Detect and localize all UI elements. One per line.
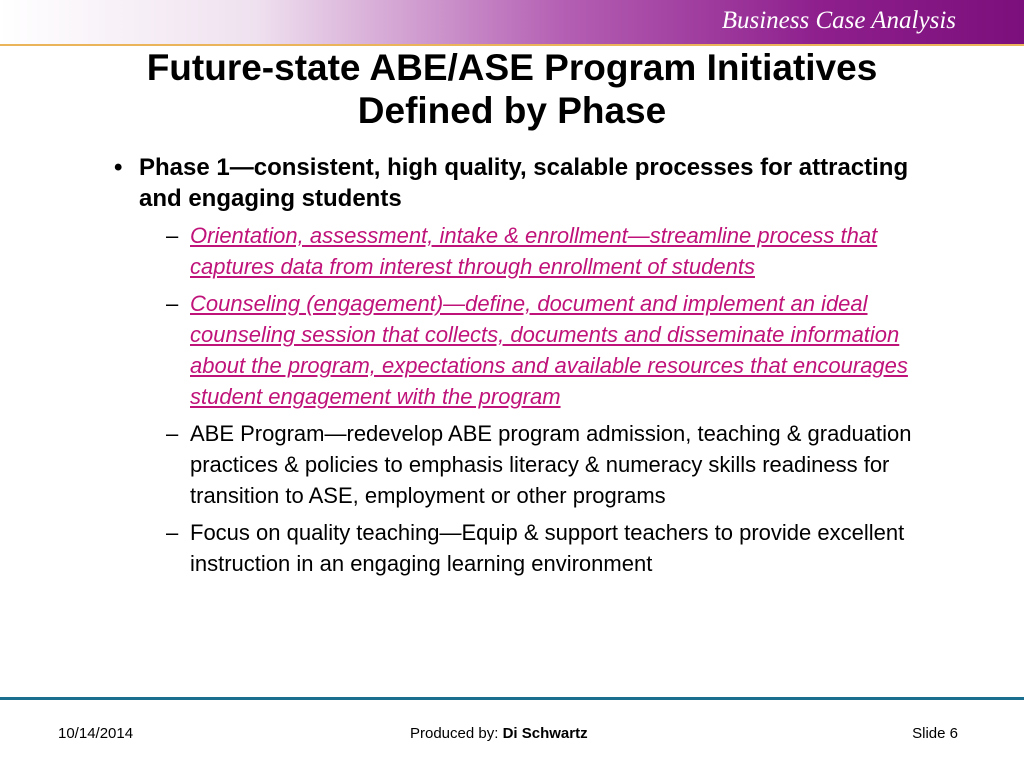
- bullet-icon: •: [114, 154, 123, 181]
- abe-program-text: ABE Program—redevelop ABE program admission, teaching & graduation practices & policies to emphasis literacy & numeracy skills readiness for transition to ASE, employment or other programs: [190, 421, 912, 508]
- dash-icon: –: [166, 421, 179, 446]
- sub-bullet-abe-program: [112, 418, 952, 511]
- orientation-link[interactable]: Orientation, assessment, intake & enrollment—streamline process that captures data from interest through enrollment of students: [190, 223, 878, 279]
- footer-divider: [0, 697, 1024, 700]
- slide-title-line2: Defined by Phase: [357, 90, 667, 131]
- produced-by-label: Produced by:: [410, 725, 503, 742]
- dash-icon: –: [166, 223, 179, 248]
- phase-text: Phase 1—consistent, high quality, scalable processes for attracting and engaging students: [139, 154, 909, 212]
- quality-teaching-text: Focus on quality teaching—Equip & support teachers to provide excellent instruction in an engaging learning environment: [190, 520, 905, 576]
- footer-slide-number: Slide 6: [912, 725, 958, 742]
- slide-title: [90, 46, 934, 132]
- sub-bullet-quality-teaching: [112, 517, 952, 579]
- dash-icon: –: [166, 291, 179, 316]
- counseling-link[interactable]: Counseling (engagement)—define, document and implement an ideal counseling session that collects, documents and disseminate information about the program, expectations and available resources that encourages student engagement with the program: [190, 291, 908, 409]
- footer-produced-by: [410, 725, 588, 742]
- footer-date: 10/14/2014: [58, 725, 134, 742]
- produced-by-name: Di Schwartz: [502, 725, 588, 742]
- slide-title-line1: Future-state ABE/ASE Program Initiatives: [146, 47, 878, 88]
- phase-bullet: [112, 152, 952, 214]
- sub-bullet-orientation[interactable]: [112, 220, 952, 282]
- brand-label: Business Case Analysis: [721, 7, 956, 34]
- dash-icon: –: [166, 520, 179, 545]
- sub-bullet-counseling[interactable]: [112, 288, 952, 412]
- slide-content: [112, 152, 952, 579]
